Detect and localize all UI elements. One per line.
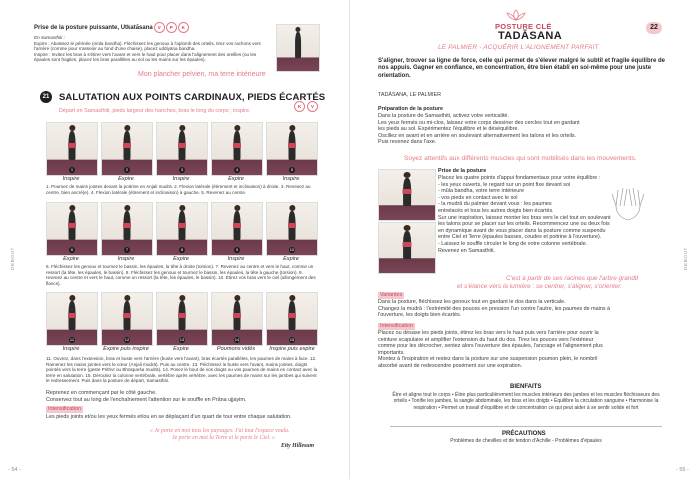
attention-note: Soyez attentifs aux différents muscles qui sont mobilisés dans les mouvements.: [404, 155, 637, 162]
tadasana-photo-1: [378, 169, 436, 221]
photo-9: 9: [211, 202, 263, 256]
photo-1: 1: [46, 122, 98, 176]
posture-cle-label: POSTURE CLÉ: [495, 22, 552, 31]
intensification-label: Intensification: [48, 406, 81, 412]
precautions-title: PRÉCAUTIONS: [502, 431, 546, 437]
top-posture-block: [34, 22, 264, 63]
badge-k: K: [178, 22, 189, 33]
utkatasana-photo: [276, 24, 320, 72]
pose-name: TADĀSANA: [498, 30, 563, 42]
section-title: SALUTATION AUX POINTS CARDINAUX, PIEDS ÉCARTÉS: [59, 92, 326, 103]
row3-description: 11. Ouvrez, dans l'extension, bras et buste vers l'arrière (buste vers l'avant), bras écartés parallèles, les paumes de mains à face. 12. Ramenez les mains jointes vers le cœur (Anjali mudrā). Puis au centre. 13. Fléchissez le buste vers l'avant, mains jointes, doigts pointés vers la terre (geste Prithvī ou Bhūsparśa mudrā). 14. Posez le bout de vos doigts ou vos paumes de mains en contact avec la terre en salutation. 15. Déroulez la colonne vertébrale, vertèbre après vertèbre, avec les paumes de mains sur les jambes qui suivent le redressement. Puis dans la posture de départ, Samasthiti.: [46, 356, 318, 384]
prise-title: Prise de la posture: [438, 168, 487, 174]
caption-10: Expire: [283, 256, 299, 262]
palm-mudra-drawing: [602, 184, 654, 227]
quote-author: Etty Hillesum: [281, 443, 315, 449]
photo-8: 8: [156, 202, 208, 256]
caption-9: Inspire: [227, 256, 245, 262]
subname: TADĀSANA, LE PALMIER: [378, 92, 442, 98]
expire-text: Expire : Abaissez le périnée (mūla bandha). Fléchissez les genoux à l'aplomb des orteils, tirez vos rachons vers l'arrière (comme pour s'asseoir au fond d'une chaise), placez uddiyāna bandha.: [34, 40, 261, 52]
pink-quote-1: C'est à partir de ses racines que l'arbre grandit: [506, 275, 639, 282]
prep-text: Dans la posture de Samasthiti, activez votre verticalité. Les yeux fermés ou mi-clos, laissez votre corps dessiner des cercles tout en gardant les pieds au sol. Expérimentez l'équilibre et le déséquilibre. Oscillez en avant et en arrière en soulevant alternativement les talons et les orteils. Puis revenez dans l'axe.: [378, 113, 580, 146]
posture-number: 22: [646, 22, 662, 34]
precautions-text: Problèmes de chevilles et de tendon d'Achille - Problèmes d'épaules: [450, 438, 602, 444]
intensification-text: Les pieds joints et/ou les yeux fermés et/ou en se déplaçant d'un quart de tour entre chaque salutation.: [46, 414, 292, 420]
right-page: [350, 0, 700, 479]
repeat-line-2: Conservez tout au long de l'enchaînement l'attention sur le souffle en Prāna ujjayim.: [46, 397, 247, 403]
section-badge-k: K: [294, 101, 305, 112]
repeat-line-1: Reprenez en commençant par le côté gauche.: [46, 390, 157, 396]
caption-12: Expire puis inspire: [103, 346, 149, 352]
left-page-number: - 54 -: [8, 467, 21, 473]
caption-4: Expire: [228, 176, 244, 182]
badge-v: V: [154, 22, 165, 33]
caption-3: Inspire: [172, 176, 190, 182]
section-badge-v: V: [307, 101, 318, 112]
photo-11: 11: [46, 292, 98, 346]
intensification-text-right: Placez ou désaxe les pieds joints, étirez les bras vers le haut puis vers l'arrière pour ouvrir la ceinture scapulaire et amplifier l'extension du haut du dos. Tirez les pouces vers l'extérieur comme pour les décrocher, sentez alors l'ouverture des épaules, l'ancrage et l'alignement plus importants. Montez à l'inspiration et restez dans la posture sur une suspension poumon plein, le nombril absorbé avant de redescendre posément sur une expiration.: [378, 330, 603, 369]
photo-4: 4: [211, 122, 263, 176]
tadasana-photo-2: [378, 222, 436, 274]
caption-13: Expire: [173, 346, 189, 352]
pose-subtitle: LE PALMIER - ACQUÉRIR L'ALIGNEMENT PARFAIT: [438, 44, 599, 51]
photo-7: 7: [101, 202, 153, 256]
section-number: 21: [40, 91, 52, 103]
photo-5: 5: [266, 122, 318, 176]
pink-quote-2: et s'élance vers la lumière : se centrer, s'aligner, s'orienter.: [457, 283, 623, 290]
caption-11: Inspire: [62, 346, 80, 352]
caption-1: Inspire: [62, 176, 80, 182]
intensification-label-right: Intensification: [380, 323, 413, 329]
caption-14: Poumons vidés: [216, 346, 256, 352]
photo-3: 3: [156, 122, 208, 176]
badge-p: P: [166, 22, 177, 33]
row1-description: 1. Poumez de mains jointes devant la poitrine en Anjali mudrā. 2. Flexion latérale (étirement et inclinaison) à droite. 3. Revenez au centre, bien ancré(e). 4. Flexion latérale (étirement et inclinaison) à gauche. 5. Revenez au centre.: [46, 184, 311, 195]
photo-15: 15: [266, 292, 318, 346]
caption-6: Expire: [63, 256, 79, 262]
photo-14: 14: [211, 292, 263, 346]
bienfaits-title: BIENFAITS: [510, 384, 542, 390]
lead-paragraph: S'aligner, trouver sa ligne de force, celle qui permet de s'élever malgré le subtil et fragile équilibre de nos appuis. Gagner en confiance, en concentration, être bien établi en soi-même pour une juste orientation.: [378, 58, 665, 79]
row2-description: 6. Fléchissez les genoux et tournez le bassin, les épaules, la tête à droite (torsion). 7. Revenez au centre et vers le haut, comme un ressort (la tête, les épaules, le bassin). 8. Fléchissez les genoux et tournez le bassin, les épaules, la tête à gauche (torsion). 9. revenez au centre et vers le haut, comme un ressort (la tête, les épaules, le bassin). 10. Étirez vos bras vers le ciel (allongement des flancs).: [46, 264, 316, 286]
samasthiti-label: En Samasthiti :: [34, 35, 65, 40]
inspire-text: Inspire : Invitez les bras à s'étirer vers l'avant et vers le haut pour placer dans l'alignement des oreilles (ou les épaules sont fragiles, placez les bras parallèles au sol ou les mains sur les épaules).: [34, 51, 257, 63]
quote-line-1: « Je porte en moi tous les paysages. J'ai tout l'espace voulu.: [150, 428, 290, 434]
left-side-label: DEBOUT: [11, 247, 16, 270]
caption-15: Inspire puis expire: [269, 346, 315, 352]
prep-title: Préparation de la posture: [378, 106, 444, 112]
divider: [390, 426, 662, 427]
variantes-text: Dans la posture, fléchissez les genoux tout en gardant le dos dans la verticale. Changez la mudrā : l'extrémité des pouces en pression l'un contre l'autre, les paumes de mains à l'ouverture, les doigts bien écartés.: [378, 299, 611, 319]
photo-2: 2: [101, 122, 153, 176]
section-intro: Départ en Samasthiti, pieds largeur des hanches, bras le long du corps ; inspire.: [59, 108, 251, 114]
photo-10: 10: [266, 202, 318, 256]
caption-8: Expire: [173, 256, 189, 262]
photo-6: 6: [46, 202, 98, 256]
right-page-number: - 55 -: [676, 467, 689, 473]
photo-13: 13: [156, 292, 208, 346]
caption-2: Expire: [118, 176, 134, 182]
variantes-label: Variantes: [380, 292, 403, 298]
top-title: Prise de la posture puissante, Utkatāsana: [34, 24, 153, 31]
photo-12: 12: [101, 292, 153, 346]
caption-5: Inspire: [282, 176, 300, 182]
quote-line-2: Je porte en moi la Terre et le porte le Ciel. »: [172, 435, 275, 441]
prise-text: Placez les quatre points d'appui fondamentaux pour votre équilibre : - les yeux ouverts, le regard sur un point fixe devant soi - mūla bandha, votre terre intérieure - vos pieds en contact avec le sol - la mudrā du palmier devant vous : les paumes entrelacés et tous les autres doigts bien écartés. Sur une inspiration, laissez monter les bras vers le ciel tout en soulevant les talons pour se placer sur les orteils. Recommencez une ou deux fois en dynamique avant de vous placer dans la posture comme suspendu entre Ciel et Terre (épaules basses, coudes et poitrine à l'ouverture). - Laissez le souffle circuler le long de votre colonne vertébrale. Revenez en Samasthiti.: [438, 175, 611, 254]
bienfaits-text: Être et aligne tout le corps • Étire plus particulièrement les muscles intérieurs des jambes et les muscles fléchisseurs des orteils • Tonifie les jambes, la sangle abdominale, les bras et les doigts • Équilibre la circulation sanguine • Harmonise la respiration • Permet un travail d'équilibre et de concentration ce qui peut aider à se sentir solide et fort: [392, 392, 660, 411]
slogan: Mon plancher pelvien, ma terre intérieure: [138, 71, 266, 78]
caption-7: Inspire: [117, 256, 135, 262]
right-side-label: DEBOUT: [684, 247, 689, 270]
